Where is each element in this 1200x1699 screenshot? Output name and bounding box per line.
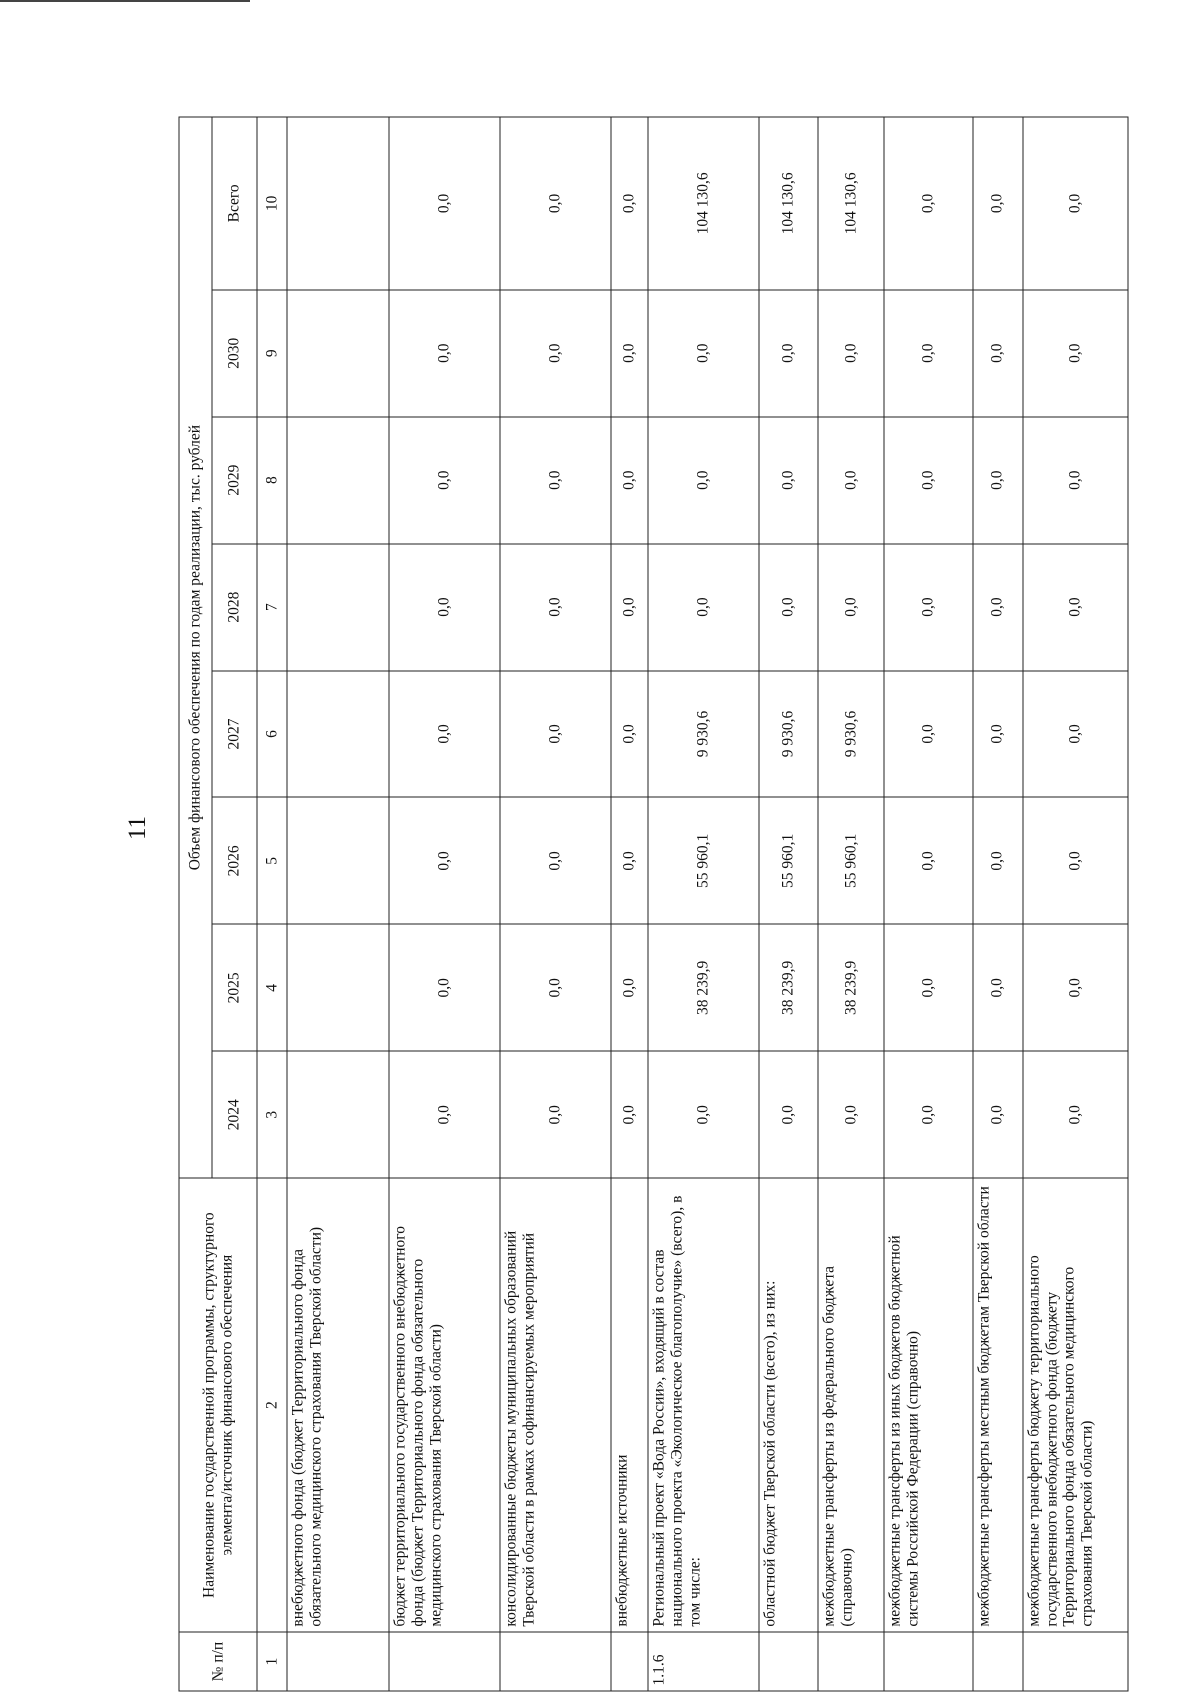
row-year-value: 0,0 bbox=[817, 543, 883, 670]
row-year-value: 0,0 bbox=[610, 416, 648, 543]
index-cell: 6 bbox=[257, 670, 287, 797]
row-year-value: 0,0 bbox=[972, 924, 1022, 1051]
row-year-value: 0,0 bbox=[648, 1051, 759, 1178]
header-total: Всего bbox=[212, 117, 257, 290]
header-name: Наименование государственной программы, структурного элемента/источник финансового обеспечения bbox=[179, 1178, 257, 1632]
index-cell: 1 bbox=[257, 1632, 287, 1691]
row-number bbox=[287, 1632, 389, 1691]
row-year-value: 0,0 bbox=[759, 543, 818, 670]
row-year-value: 0,0 bbox=[610, 924, 648, 1051]
row-year-value bbox=[287, 670, 389, 797]
row-total-value: 0,0 bbox=[884, 117, 973, 290]
row-year-value: 0,0 bbox=[499, 289, 610, 416]
scan-edge-line bbox=[0, 0, 250, 2]
row-year-value: 0,0 bbox=[884, 543, 973, 670]
row-name: внебюджетного фонда (бюджет Территориального фонда обязательного медицинского страхования Тверской области) bbox=[287, 1178, 389, 1632]
row-year-value: 0,0 bbox=[499, 924, 610, 1051]
index-cell: 9 bbox=[257, 289, 287, 416]
row-name: Региональный проект «Вода России», входящий в состав национального проекта «Экологическое благополучие» (всего), в том числе: bbox=[648, 1178, 759, 1632]
row-year-value bbox=[287, 416, 389, 543]
row-name: межбюджетные трансферты местным бюджетам Тверской области bbox=[972, 1178, 1022, 1632]
table-row bbox=[884, 117, 973, 1691]
row-number bbox=[610, 1632, 648, 1691]
row-year-value: 0,0 bbox=[610, 543, 648, 670]
row-total-value: 0,0 bbox=[972, 117, 1022, 290]
row-total-value: 0,0 bbox=[499, 117, 610, 290]
table-row bbox=[759, 117, 818, 1691]
row-total-value: 0,0 bbox=[1022, 117, 1127, 290]
row-year-value: 0,0 bbox=[1022, 670, 1127, 797]
row-year-value: 0,0 bbox=[972, 543, 1022, 670]
row-year-value: 0,0 bbox=[388, 416, 499, 543]
table-row bbox=[610, 117, 648, 1691]
row-year-value: 0,0 bbox=[884, 924, 973, 1051]
row-total-value bbox=[287, 117, 389, 290]
index-cell: 3 bbox=[257, 1051, 287, 1178]
header-no: № п/п bbox=[179, 1632, 257, 1691]
row-year-value: 0,0 bbox=[499, 416, 610, 543]
header-year: 2028 bbox=[212, 543, 257, 670]
row-year-value: 0,0 bbox=[388, 1051, 499, 1178]
row-year-value: 0,0 bbox=[499, 1051, 610, 1178]
row-year-value: 0,0 bbox=[610, 289, 648, 416]
row-year-value: 0,0 bbox=[610, 1051, 648, 1178]
row-year-value: 0,0 bbox=[499, 797, 610, 924]
index-cell: 5 bbox=[257, 797, 287, 924]
row-year-value: 0,0 bbox=[884, 1051, 973, 1178]
row-year-value: 0,0 bbox=[648, 289, 759, 416]
row-year-value: 0,0 bbox=[388, 797, 499, 924]
row-year-value: 0,0 bbox=[388, 289, 499, 416]
row-year-value bbox=[287, 1051, 389, 1178]
row-number bbox=[1022, 1632, 1127, 1691]
table-container bbox=[178, 116, 1128, 1691]
row-name: консолидированные бюджеты муниципальных образований Тверской области в рамках софинансируемых мероприятий bbox=[499, 1178, 610, 1632]
table-row bbox=[287, 117, 389, 1691]
row-year-value: 0,0 bbox=[499, 543, 610, 670]
row-year-value bbox=[287, 543, 389, 670]
row-number bbox=[499, 1632, 610, 1691]
row-total-value: 0,0 bbox=[610, 117, 648, 290]
row-year-value: 55 960,1 bbox=[817, 797, 883, 924]
header-year: 2029 bbox=[212, 416, 257, 543]
row-year-value: 0,0 bbox=[388, 543, 499, 670]
row-year-value: 9 930,6 bbox=[759, 670, 818, 797]
row-year-value: 0,0 bbox=[817, 289, 883, 416]
index-cell: 4 bbox=[257, 924, 287, 1051]
table-row bbox=[499, 117, 610, 1691]
row-year-value: 55 960,1 bbox=[648, 797, 759, 924]
index-cell: 7 bbox=[257, 543, 287, 670]
row-number bbox=[759, 1632, 818, 1691]
table-row bbox=[1022, 117, 1127, 1691]
header-group: Объем финансового обеспечения по годам реализации, тыс. рублей bbox=[179, 117, 212, 1178]
row-year-value: 0,0 bbox=[1022, 797, 1127, 924]
row-year-value: 0,0 bbox=[648, 416, 759, 543]
row-year-value bbox=[287, 797, 389, 924]
row-year-value: 9 930,6 bbox=[648, 670, 759, 797]
row-name: областной бюджет Тверской области (всего), из них: bbox=[759, 1178, 818, 1632]
row-year-value: 0,0 bbox=[1022, 416, 1127, 543]
row-year-value: 38 239,9 bbox=[759, 924, 818, 1051]
row-year-value: 38 239,9 bbox=[648, 924, 759, 1051]
rotated-table-frame bbox=[178, 116, 1128, 1691]
row-number bbox=[388, 1632, 499, 1691]
row-total-value: 0,0 bbox=[388, 117, 499, 290]
row-number bbox=[972, 1632, 1022, 1691]
row-year-value: 0,0 bbox=[817, 1051, 883, 1178]
row-year-value: 0,0 bbox=[388, 924, 499, 1051]
row-name: межбюджетные трансферты бюджету территориального государственного внебюджетного фонда (бюджету Территориального фонда обязательного медицинского страхования Тверской области) bbox=[1022, 1178, 1127, 1632]
page-number: 11 bbox=[124, 815, 151, 841]
table-row bbox=[972, 117, 1022, 1691]
row-year-value: 0,0 bbox=[759, 289, 818, 416]
row-year-value: 0,0 bbox=[884, 289, 973, 416]
row-year-value: 0,0 bbox=[972, 797, 1022, 924]
row-year-value: 0,0 bbox=[610, 797, 648, 924]
header-year: 2025 bbox=[212, 924, 257, 1051]
row-total-value: 104 130,6 bbox=[817, 117, 883, 290]
header-year: 2027 bbox=[212, 670, 257, 797]
row-name: бюджет территориального государственного внебюджетного фонда (бюджет Территориального фонда обязательного медицинского страхования Тверской области) bbox=[388, 1178, 499, 1632]
row-year-value: 0,0 bbox=[759, 416, 818, 543]
index-cell: 8 bbox=[257, 416, 287, 543]
row-year-value: 0,0 bbox=[648, 543, 759, 670]
row-year-value: 0,0 bbox=[1022, 924, 1127, 1051]
index-cell: 2 bbox=[257, 1178, 287, 1632]
row-name: внебюджетные источники bbox=[610, 1178, 648, 1632]
row-number bbox=[884, 1632, 973, 1691]
financing-table bbox=[178, 116, 1128, 1691]
row-year-value: 0,0 bbox=[759, 1051, 818, 1178]
row-total-value: 104 130,6 bbox=[759, 117, 818, 290]
row-year-value bbox=[287, 924, 389, 1051]
row-year-value: 0,0 bbox=[972, 670, 1022, 797]
row-year-value: 0,0 bbox=[884, 670, 973, 797]
header-year: 2030 bbox=[212, 289, 257, 416]
row-year-value: 0,0 bbox=[1022, 289, 1127, 416]
table-row bbox=[648, 117, 759, 1691]
row-year-value bbox=[287, 289, 389, 416]
row-year-value: 0,0 bbox=[1022, 1051, 1127, 1178]
row-year-value: 55 960,1 bbox=[759, 797, 818, 924]
row-year-value: 0,0 bbox=[972, 1051, 1022, 1178]
row-name: межбюджетные трансферты из федерального бюджета (справочно) bbox=[817, 1178, 883, 1632]
header-year: 2026 bbox=[212, 797, 257, 924]
row-year-value: 0,0 bbox=[972, 416, 1022, 543]
table-row bbox=[388, 117, 499, 1691]
table-row bbox=[817, 117, 883, 1691]
row-year-value: 0,0 bbox=[817, 416, 883, 543]
row-year-value: 9 930,6 bbox=[817, 670, 883, 797]
row-year-value: 0,0 bbox=[610, 670, 648, 797]
row-year-value: 0,0 bbox=[972, 289, 1022, 416]
row-year-value: 0,0 bbox=[1022, 543, 1127, 670]
row-name: межбюджетные трансферты из иных бюджетов бюджетной системы Российской Федерации (справочно) bbox=[884, 1178, 973, 1632]
header-year: 2024 bbox=[212, 1051, 257, 1178]
row-year-value: 38 239,9 bbox=[817, 924, 883, 1051]
row-number bbox=[817, 1632, 883, 1691]
index-cell: 10 bbox=[257, 117, 287, 290]
row-year-value: 0,0 bbox=[388, 670, 499, 797]
row-year-value: 0,0 bbox=[884, 416, 973, 543]
row-number: 1.1.6 bbox=[648, 1632, 759, 1691]
row-year-value: 0,0 bbox=[499, 670, 610, 797]
row-total-value: 104 130,6 bbox=[648, 117, 759, 290]
row-year-value: 0,0 bbox=[884, 797, 973, 924]
